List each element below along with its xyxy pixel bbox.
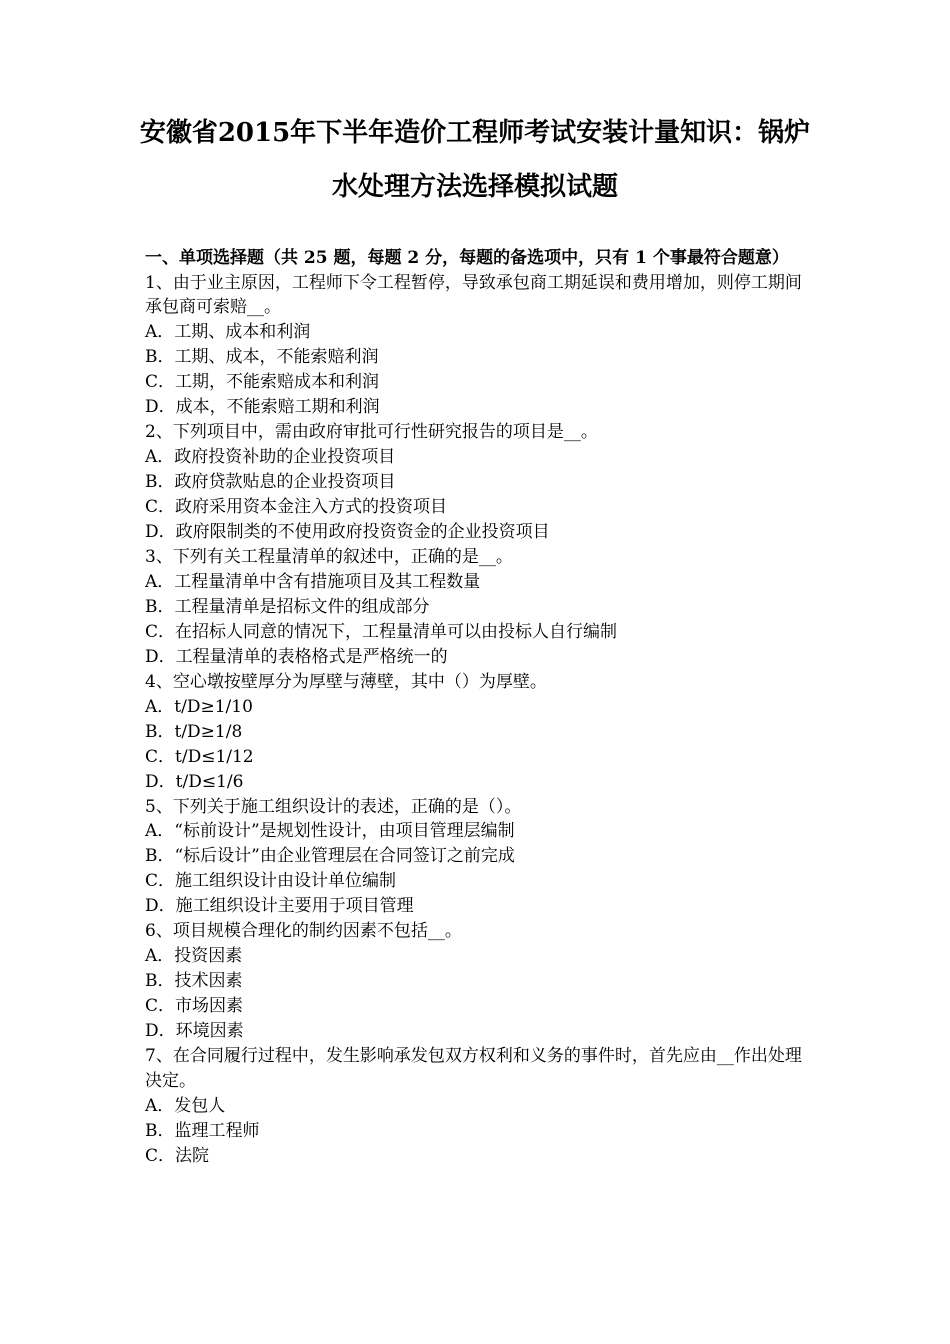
question-1 <box>145 271 810 421</box>
option-c: C．t/D≤1/12 <box>145 746 254 767</box>
option-a: A．t/D≥1/10 <box>145 696 253 717</box>
question-stem: 4、空心墩按壁厚分为厚壁与薄壁，其中（）为厚壁。 <box>145 671 547 692</box>
question-stem: 6、项目规模合理化的制约因素不包括__。 <box>145 921 462 942</box>
option-d: D．环境因素 <box>145 1021 244 1042</box>
option-b: B．“标后设计”由企业管理层在合同签订之前完成 <box>145 846 515 867</box>
question-stem: 5、下列关于施工组织设计的表述，正确的是（）。 <box>145 796 522 817</box>
question-4 <box>145 670 810 795</box>
option-d: D．施工组织设计主要用于项目管理 <box>145 896 414 917</box>
option-a: A．投资因素 <box>145 946 243 967</box>
document-body <box>145 246 810 1169</box>
option-b: B．工程量清单是招标文件的组成部分 <box>145 596 430 617</box>
option-d: D．政府限制类的不使用政府投资资金的企业投资项目 <box>145 522 550 543</box>
option-c: C．施工组织设计由设计单位编制 <box>145 871 397 892</box>
document-title-line-2: 水处理方法选择模拟试题 <box>331 172 618 202</box>
question-stem: 7、在合同履行过程中，发生影响承发包双方权利和义务的事件时，首先应由__作出处理决定。 <box>145 1046 802 1091</box>
option-c: C．法院 <box>145 1145 210 1166</box>
question-stem: 2、下列项目中，需由政府审批可行性研究报告的项目是__。 <box>145 422 598 443</box>
question-5 <box>145 795 810 920</box>
option-a: A．发包人 <box>145 1095 226 1116</box>
question-stem: 3、下列有关工程量清单的叙述中，正确的是__。 <box>145 546 513 567</box>
option-d: D．工程量清单的表格格式是严格统一的 <box>145 646 448 667</box>
option-c: C．政府采用资本金注入方式的投资项目 <box>145 497 448 518</box>
option-a: A．“标前设计”是规划性设计，由项目管理层编制 <box>145 821 515 842</box>
section-heading: 一、单项选择题（共 25 题，每题 2 分，每题的备选项中，只有 1 个事最符合题意） <box>145 248 789 268</box>
option-b: B．监理工程师 <box>145 1120 260 1141</box>
option-a: A．工程量清单中含有措施项目及其工程数量 <box>145 571 481 592</box>
document-title-line-1: 安徽省2015年下半年造价工程师考试安装计量知识：锅炉 <box>139 118 811 148</box>
option-c: C．工期，不能索赔成本和利润 <box>145 372 380 393</box>
option-a: A．政府投资补助的企业投资项目 <box>145 447 396 468</box>
question-2 <box>145 420 810 545</box>
option-c: C．在招标人同意的情况下，工程量清单可以由投标人自行编制 <box>145 621 618 642</box>
option-b: B．政府贷款贴息的企业投资项目 <box>145 472 396 493</box>
question-3 <box>145 545 810 670</box>
option-a: A．工期、成本和利润 <box>145 322 311 343</box>
option-d: D．成本，不能索赔工期和利润 <box>145 397 380 418</box>
option-d: D．t/D≤1/6 <box>145 771 244 792</box>
option-c: C．市场因素 <box>145 996 244 1017</box>
question-stem: 1、由于业主原因，工程师下令工程暂停，导致承包商工期延误和费用增加，则停工期间承包商可索赔__。 <box>145 272 802 318</box>
option-b: B．工期、成本，不能索赔利润 <box>145 347 379 368</box>
question-7 <box>145 1044 810 1169</box>
question-6 <box>145 919 810 1044</box>
option-b: B．技术因素 <box>145 971 243 992</box>
option-b: B．t/D≥1/8 <box>145 721 243 742</box>
